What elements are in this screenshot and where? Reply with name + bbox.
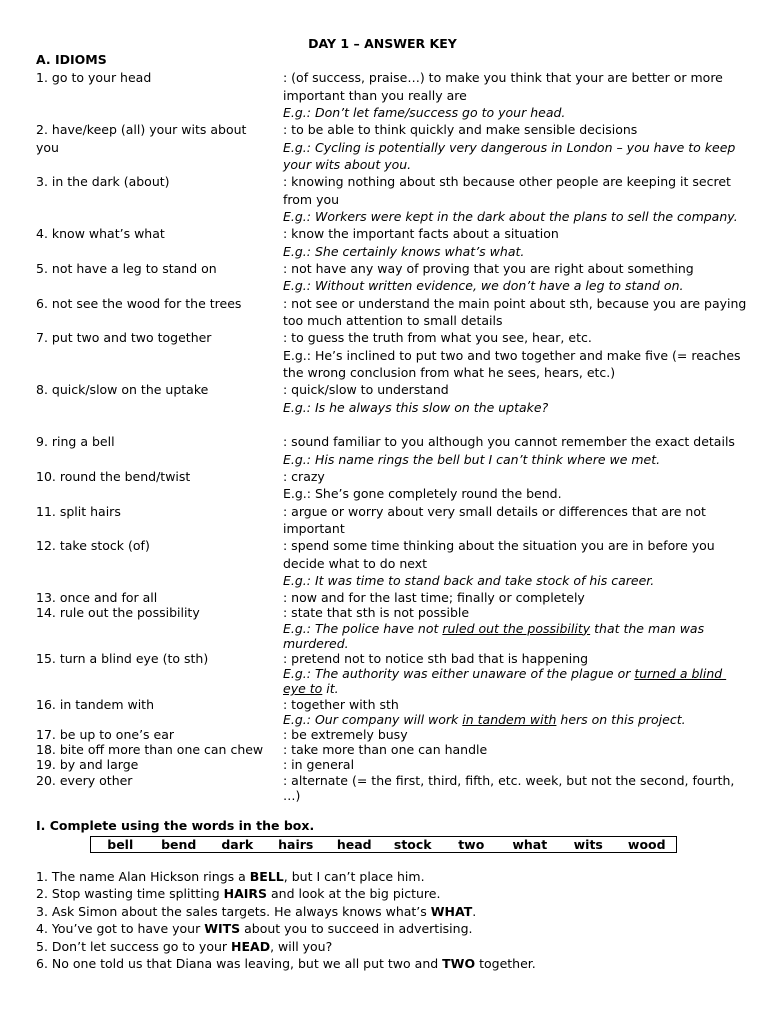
idiom-explanation — [283, 742, 765, 757]
idiom-term: 16. in tandem with — [36, 696, 154, 712]
section-heading-idioms: A. IDIOMS — [36, 52, 107, 67]
word-box-item: head — [336, 837, 372, 852]
word-box-item: what — [512, 837, 548, 852]
sentence-text: 1. The name Alan Hickson rings a — [36, 869, 250, 884]
idiom-explanation — [283, 468, 765, 503]
idiom-example: E.g.: Workers were kept in the dark about the plans to sell the company. — [283, 208, 738, 224]
sentence-text: 2. Stop wasting time splitting — [36, 886, 224, 902]
idiom-explanation — [283, 757, 765, 772]
idiom-explanation — [283, 225, 765, 260]
idiom-explanation — [283, 651, 765, 697]
exercise-sentence — [36, 868, 536, 885]
idiom-term: 4. know what’s what — [36, 226, 165, 242]
idiom-definition: : be extremely busy — [283, 727, 408, 742]
idiom-definition: : now and for the last time; finally or completely — [283, 590, 585, 606]
idiom-explanation — [283, 503, 765, 538]
idiom-definition: : to guess the truth from what you see, hear, etc. — [283, 330, 592, 346]
idiom-definition: : pretend not to notice sth bad that is happening — [283, 650, 589, 666]
sentence-text: , but I can’t place him. — [283, 869, 425, 884]
idiom-explanation — [283, 537, 765, 589]
idiom-definition: : (of success, praise…) to make you think that your are better or more important than you really are — [283, 70, 723, 103]
exercise-heading: I. Complete using the words in the box. — [36, 818, 315, 833]
idiom-explanation — [283, 697, 765, 727]
idiom-term: 1. go to your head — [36, 70, 152, 86]
idiom-row — [36, 727, 765, 742]
idiom-definition: : quick/slow to understand — [283, 382, 449, 398]
idiom-explanation — [283, 727, 765, 742]
idiom-term: 8. quick/slow on the uptake — [36, 382, 209, 398]
sentence-text: 5. Don’t let success go to your — [36, 938, 232, 954]
answer-word: WITS — [204, 921, 241, 937]
sentence-text: 4. You’ve got to have your — [36, 921, 205, 937]
example-text: E.g.: Our company will work — [283, 711, 463, 727]
idiom-explanation — [283, 121, 765, 173]
answer-word: BELL — [249, 869, 284, 884]
exercise-sentences — [36, 868, 536, 972]
idiom-example: E.g.: His name rings the bell but I can’t think where we met. — [283, 451, 661, 467]
answer-word: WHAT — [430, 903, 473, 919]
word-box-item: stock — [393, 837, 432, 852]
example-text: E.g.: The authority was either unaware of the plague or — [283, 666, 635, 682]
sentence-text: together. — [475, 956, 536, 972]
idiom-term: 13. once and for all — [36, 590, 158, 606]
idiom-row — [36, 121, 765, 173]
idiom-definition: : take more than one can handle — [283, 742, 488, 758]
idiom-explanation — [283, 69, 765, 121]
word-box — [90, 836, 677, 853]
idiom-explanation — [283, 605, 765, 651]
word-box-item: wood — [627, 837, 666, 852]
word-box-item: bend — [161, 837, 197, 852]
idiom-explanation — [283, 329, 765, 381]
sentence-text: 3. Ask Simon about the sales targets. He always knows what’s — [36, 903, 431, 919]
example-text: it. — [322, 681, 339, 697]
idiom-term: 5. not have a leg to stand on — [36, 260, 217, 276]
idiom-example: E.g.: Is he always this slow on the uptake? — [283, 399, 549, 415]
idiom-row — [36, 329, 765, 381]
exercise-sentence — [36, 955, 536, 972]
idiom-row — [36, 773, 765, 803]
idiom-term: 17. be up to one’s ear — [36, 727, 175, 742]
idiom-row — [36, 605, 765, 651]
word-box-item: two — [458, 837, 485, 852]
idiom-row — [36, 381, 765, 416]
exercise-sentence — [36, 938, 536, 955]
example-text: hers on this project. — [556, 711, 686, 727]
exercise-sentence — [36, 885, 536, 902]
idiom-definition: : knowing nothing about sth because other people are keeping it secret from you — [283, 174, 731, 207]
idiom-example: E.g.: It was time to stand back and take stock of his career. — [283, 572, 655, 588]
idiom-definition: : know the important facts about a situation — [283, 226, 559, 242]
idiom-definition: : to be able to think quickly and make sensible decisions — [283, 122, 638, 138]
idiom-explanation — [283, 590, 765, 605]
idiom-term: 7. put two and two together — [36, 330, 212, 346]
idiom-row — [36, 225, 765, 260]
idiom-row — [36, 503, 765, 538]
example-underlined-phrase: in tandem with — [462, 711, 557, 727]
page-title: DAY 1 – ANSWER KEY — [308, 36, 457, 51]
idiom-term: 11. split hairs — [36, 503, 121, 519]
idiom-term: 12. take stock (of) — [36, 538, 150, 554]
word-box-item: hairs — [278, 837, 314, 852]
idiom-term: 19. by and large — [36, 757, 139, 773]
idiom-example: E.g.: She certainly knows what’s what. — [283, 243, 525, 259]
idiom-term: 15. turn a blind eye (to sth) — [36, 650, 209, 666]
idiom-term: 14. rule out the possibility — [36, 605, 200, 621]
sentence-text: . — [472, 903, 477, 919]
example-text: E.g.: The police have not — [283, 620, 443, 636]
example-text: that the man was murdered. — [283, 620, 705, 651]
idiom-explanation — [283, 381, 765, 416]
idiom-term: 9. ring a bell — [36, 434, 115, 450]
idiom-definition: : argue or worry about very small details or differences that are not important — [283, 503, 706, 536]
idiom-definition: : together with sth — [283, 696, 399, 712]
idiom-definition: : spend some time thinking about the situation you are in before you decide what to do next — [283, 538, 715, 571]
idiom-example — [283, 712, 765, 727]
sentence-text: 6. No one told us that Diana was leaving, but we all put two and — [36, 956, 443, 972]
answer-word: HEAD — [231, 938, 271, 954]
idiom-row — [36, 651, 765, 697]
word-box-item: dark — [221, 837, 254, 852]
example-underlined-phrase: turned a blind eye to — [283, 666, 723, 697]
idiom-definition: : state that sth is not possible — [283, 605, 470, 621]
idiom-explanation — [283, 173, 765, 225]
idiom-row — [36, 697, 765, 727]
exercise-sentence — [36, 920, 536, 937]
sentence-text: and look at the big picture. — [267, 886, 441, 902]
idiom-definition: : in general — [283, 757, 355, 773]
sentence-text: , will you? — [270, 938, 333, 954]
idiom-term: 18. bite off more than one can chew — [36, 742, 264, 758]
idiom-definition: : alternate (= the first, third, fifth, etc. week, but not the second, fourth, …) — [283, 772, 735, 803]
idiom-example: E.g.: Without written evidence, we don’t have a leg to stand on. — [283, 278, 684, 294]
idiom-explanation — [283, 295, 765, 330]
idiom-example: E.g.: He’s inclined to put two and two together and make five (= reaches the wrong conclusion from what he sees, hears, etc.) — [283, 347, 741, 380]
idiom-term: 20. every other — [36, 772, 133, 788]
word-box-item: wits — [573, 837, 603, 852]
idiom-term: 2. have/keep (all) your wits about you — [36, 122, 247, 155]
idiom-term: 10. round the bend/twist — [36, 468, 191, 484]
idiom-explanation — [283, 260, 765, 295]
idiom-example: E.g.: Cycling is potentially very dangerous in London – you have to keep your wits about you. — [283, 139, 736, 172]
idiom-row — [36, 69, 765, 121]
answer-word: TWO — [442, 956, 476, 972]
idiom-example — [283, 666, 765, 696]
exercise-sentence — [36, 903, 536, 920]
idiom-row — [36, 757, 765, 772]
idiom-row — [36, 590, 765, 605]
word-box-item: bell — [107, 837, 134, 852]
idiom-explanation — [283, 433, 765, 468]
idiom-row — [36, 742, 765, 757]
idiom-definition: : crazy — [283, 468, 325, 484]
idiom-definition: : not have any way of proving that you are right about something — [283, 260, 694, 276]
idiom-row — [36, 260, 765, 295]
idiom-definition: : not see or understand the main point about sth, because you are paying too much attention to small details — [283, 295, 747, 328]
idiom-list — [36, 69, 765, 803]
idiom-explanation — [283, 773, 765, 803]
idiom-example: E.g.: She’s gone completely round the bend. — [283, 486, 562, 502]
idiom-row — [36, 468, 765, 503]
idiom-row — [36, 433, 765, 468]
example-underlined-phrase: ruled out the possibility — [442, 620, 591, 636]
idiom-example — [283, 621, 765, 651]
idiom-term: 3. in the dark (about) — [36, 174, 170, 190]
answer-word: HAIRS — [223, 886, 268, 902]
idiom-term: 6. not see the wood for the trees — [36, 295, 242, 311]
idiom-definition: : sound familiar to you although you cannot remember the exact details — [283, 434, 735, 450]
idiom-row — [36, 295, 765, 330]
idiom-row — [36, 537, 765, 589]
idiom-example: E.g.: Don’t let fame/success go to your head. — [283, 104, 566, 120]
idiom-row — [36, 173, 765, 225]
sentence-text: about you to succeed in advertising. — [240, 921, 473, 937]
